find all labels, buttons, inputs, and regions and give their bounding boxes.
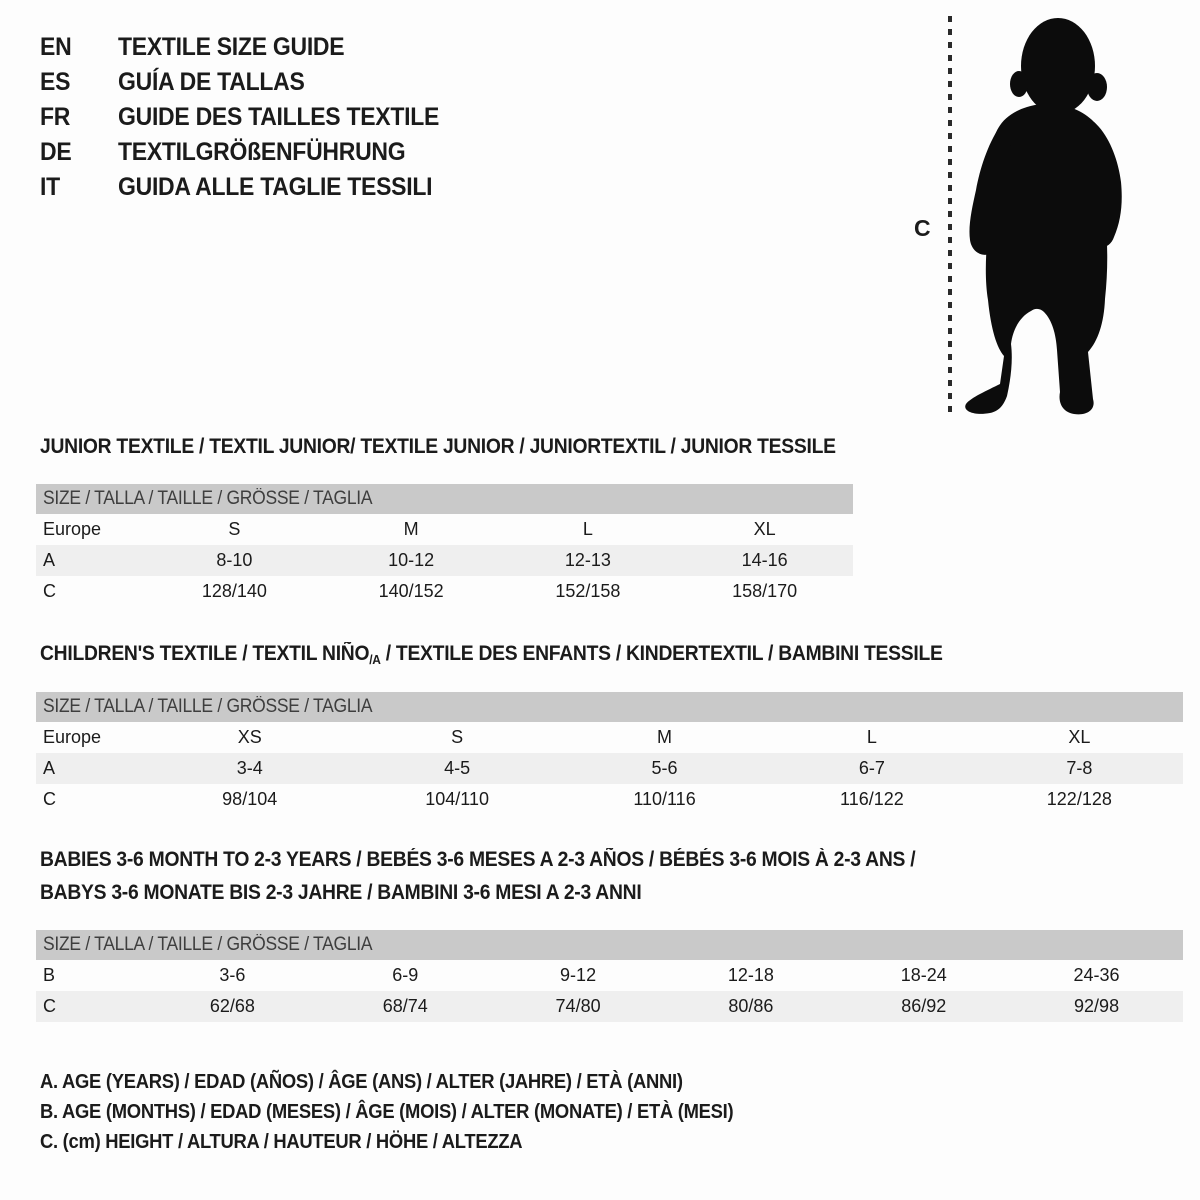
row-label: A: [43, 758, 56, 778]
language-title: GUIDE DES TAILLES TEXTILE: [118, 103, 440, 131]
age-value: 3-6: [219, 965, 246, 985]
age-value: 18-24: [900, 965, 947, 985]
height-value: 86/92: [901, 996, 947, 1016]
table-row: [36, 753, 1183, 784]
height-value: 152/158: [555, 581, 621, 601]
row-label: C: [43, 581, 56, 601]
age-value: 12-13: [564, 550, 611, 570]
table-row: [36, 784, 1183, 815]
footnote-a: A. AGE (YEARS) / EDAD (AÑOS) / ÂGE (ANS) / ALTER (JAHRE) / ETÀ (ANNI): [40, 1071, 683, 1093]
age-value: 9-12: [560, 965, 597, 985]
size-value: L: [866, 727, 877, 747]
height-value: 140/152: [378, 581, 444, 601]
table-row: [36, 545, 853, 576]
size-value: XS: [237, 727, 262, 747]
age-value: 4-5: [444, 758, 471, 778]
toddler-silhouette-graphic: [900, 0, 1150, 420]
language-code: DE: [40, 138, 72, 166]
row-label: Europe: [43, 519, 102, 539]
babies-section-title-line1: BABIES 3-6 MONTH TO 2-3 YEARS / BEBÉS 3-6 MESES A 2-3 AÑOS / BÉBÉS 3-6 MOIS À 2-3 ANS /: [40, 848, 916, 871]
size-value: XL: [1068, 727, 1091, 747]
children-section-title: CHILDREN'S TEXTILE / TEXTIL NIÑO/A / TEXTILE DES ENFANTS / KINDERTEXTIL / BAMBINI TESSILE: [40, 642, 943, 667]
table-row: [36, 991, 1183, 1022]
row-label: C: [43, 789, 56, 809]
toddler-silhouette: [965, 18, 1122, 414]
age-value: 7-8: [1066, 758, 1093, 778]
row-label: B: [43, 965, 56, 985]
junior-size-table: [36, 484, 853, 607]
size-value: S: [228, 519, 241, 539]
height-value: 104/110: [425, 789, 489, 809]
age-value: 6-9: [392, 965, 419, 985]
table-row: [36, 576, 853, 607]
table-row: [36, 514, 853, 545]
junior-section-title: JUNIOR TEXTILE / TEXTIL JUNIOR/ TEXTILE JUNIOR / JUNIORTEXTIL / JUNIOR TESSILE: [40, 435, 836, 458]
height-value: 128/140: [201, 581, 267, 601]
height-value: 92/98: [1074, 996, 1120, 1016]
language-code: EN: [40, 33, 72, 61]
table-row: [36, 960, 1183, 991]
language-code: FR: [40, 103, 71, 131]
size-header-band: SIZE / TALLA / TAILLE / GRÖSSE / TAGLIA: [36, 484, 853, 514]
height-value: 110/116: [633, 789, 696, 809]
age-value: 3-4: [236, 758, 263, 778]
age-value: 8-10: [216, 550, 253, 570]
babies-section-title-line2: BABYS 3-6 MONATE BIS 2-3 JAHRE / BAMBINI 3-6 MESI A 2-3 ANNI: [40, 881, 642, 904]
height-value: 122/128: [1046, 789, 1112, 809]
footnote-b: B. AGE (MONTHS) / EDAD (MESES) / ÂGE (MOIS) / ALTER (MONATE) / ETÀ (MESI): [40, 1101, 734, 1123]
size-header-band: SIZE / TALLA / TAILLE / GRÖSSE / TAGLIA: [36, 930, 1183, 960]
age-value: 5-6: [651, 758, 678, 778]
language-title: GUIDA ALLE TAGLIE TESSILI: [118, 173, 433, 201]
size-value: M: [403, 519, 419, 539]
size-value: XL: [753, 519, 776, 539]
size-value: M: [657, 727, 673, 747]
babies-size-table: [36, 930, 1183, 1022]
height-value: 74/80: [555, 996, 601, 1016]
nino-a-subscript: /A: [369, 652, 381, 667]
age-value: 14-16: [741, 550, 788, 570]
age-value: 12-18: [727, 965, 774, 985]
row-label: Europe: [43, 727, 102, 747]
height-value: 116/122: [840, 789, 904, 809]
height-value: 98/104: [222, 789, 278, 809]
size-header-band: SIZE / TALLA / TAILLE / GRÖSSE / TAGLIA: [36, 692, 1183, 722]
language-title: TEXTILGRÖßENFÜHRUNG: [118, 138, 406, 166]
age-value: 10-12: [388, 550, 435, 570]
footnote-c: C. (cm) HEIGHT / ALTURA / HAUTEUR / HÖHE / ALTEZZA: [40, 1131, 523, 1153]
language-code: IT: [40, 173, 60, 201]
table-row: [36, 722, 1183, 753]
language-code: ES: [40, 68, 71, 96]
age-value: 6-7: [858, 758, 885, 778]
height-value: 62/68: [209, 996, 255, 1016]
height-value: 158/170: [732, 581, 798, 601]
height-value: 80/86: [728, 996, 774, 1016]
language-title: GUÍA DE TALLAS: [118, 68, 305, 96]
height-measure-label: C: [914, 215, 931, 241]
row-label: A: [43, 550, 56, 570]
row-label: C: [43, 996, 56, 1016]
size-value: L: [582, 519, 593, 539]
language-title: TEXTILE SIZE GUIDE: [118, 33, 345, 61]
children-size-table: [36, 692, 1183, 815]
age-value: 24-36: [1073, 965, 1120, 985]
height-value: 68/74: [382, 996, 428, 1016]
size-value: S: [451, 727, 464, 747]
